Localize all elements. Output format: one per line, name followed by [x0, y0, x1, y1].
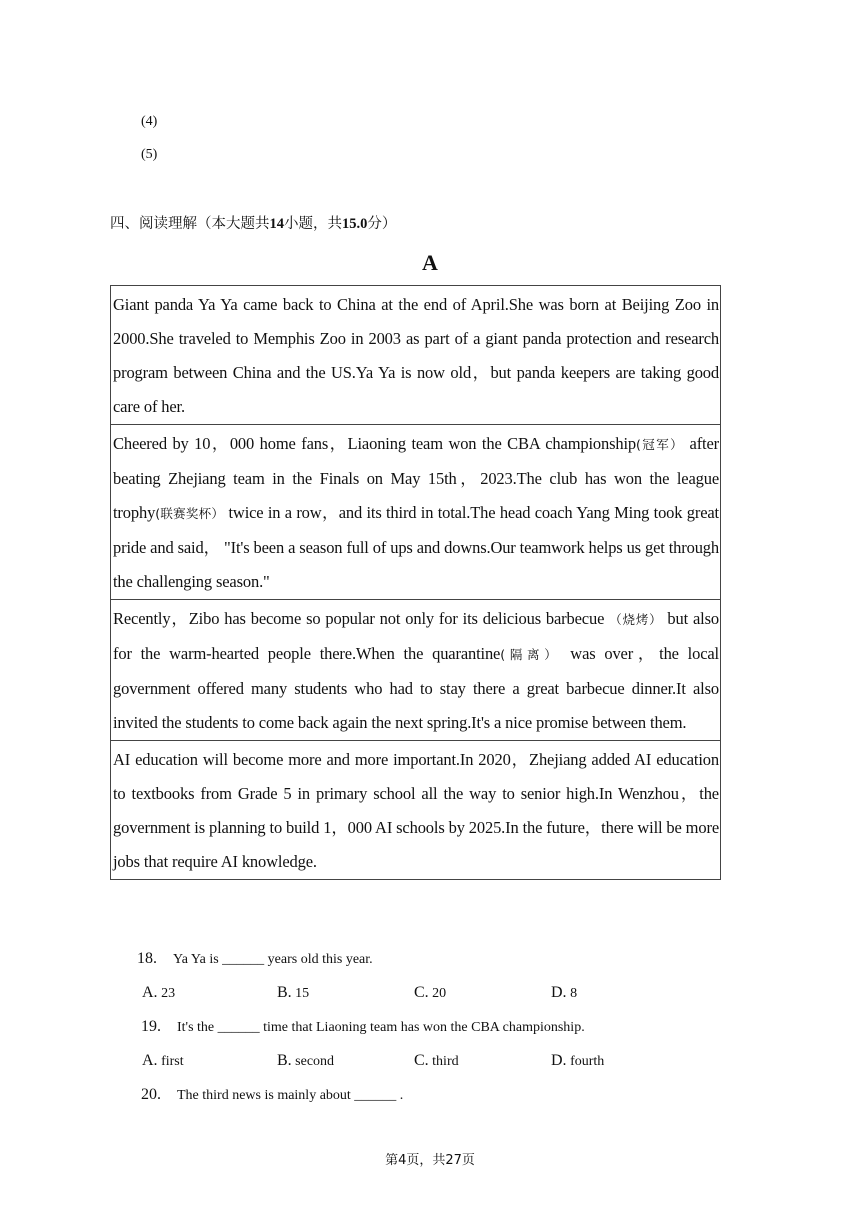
table-row: [111, 286, 721, 425]
section-heading-mid: 小题，共: [284, 216, 342, 232]
question-number: 20.: [141, 1086, 161, 1103]
question-18: [137, 950, 373, 968]
option-letter: B.: [277, 1052, 292, 1069]
table-row: [111, 425, 721, 600]
section-heading-prefix: 四、阅读理解（本大题共: [110, 216, 270, 232]
option-text: 20: [432, 986, 447, 1001]
question-19: [141, 1018, 585, 1036]
news-zibo-cell: [111, 600, 721, 741]
option-text: third: [432, 1054, 459, 1069]
gloss-league-trophy: (联赛奖杯）: [155, 506, 225, 521]
option-letter: D.: [551, 984, 567, 1001]
section-heading: [110, 212, 396, 233]
option-text: second: [295, 1054, 335, 1069]
option-18-d[interactable]: [551, 984, 577, 1002]
option-letter: A.: [142, 1052, 158, 1069]
table-row: [111, 741, 721, 880]
option-letter: B.: [277, 984, 292, 1001]
option-text: 8: [570, 986, 578, 1001]
passage-title: A: [422, 250, 438, 275]
news-table: [110, 285, 721, 880]
option-19-c[interactable]: [414, 1052, 459, 1070]
gloss-quarantine: (隔离）: [500, 647, 562, 662]
option-letter: D.: [551, 1052, 567, 1069]
question-20: [141, 1086, 403, 1104]
news-zibo-part-3: was over，the local government offered many students who had to stay there a great barbecue dinner.It also invited the students to come back again the next spring.It's a nice promise between them.: [113, 644, 719, 732]
question-text: It's the ______ time that Liaoning team has won the CBA championship.: [177, 1020, 585, 1035]
option-18-c[interactable]: [414, 984, 446, 1002]
total-pages: 27: [445, 1153, 462, 1168]
footer-prefix: 第: [385, 1153, 399, 1168]
previous-item-5: (5): [141, 147, 158, 162]
news-zibo-part-1: Recently，Zibo has become so popular not only for its delicious barbecue: [113, 609, 610, 628]
news-cba-part-1: Cheered by 10，000 home fans，Liaoning team won the CBA championship: [113, 434, 637, 453]
section-heading-suffix: 分）: [367, 216, 397, 232]
news-cba-part-2: after beating Zhejiang team in the Finals on May 15th，2023.The club has won the league trophy: [113, 434, 720, 522]
section-question-count: 14: [269, 216, 284, 232]
option-19-a[interactable]: [142, 1052, 184, 1070]
question-number: 19.: [141, 1018, 161, 1035]
table-row: [111, 600, 721, 741]
news-cba-part-3: twice in a row，and its third in total.The head coach Yang Ming took great pride and said， "It's been a season full of ups and downs.Our teamwork helps us get through the challenging season.": [113, 503, 719, 591]
option-19-d[interactable]: [551, 1052, 604, 1070]
page-footer: [0, 1149, 860, 1168]
question-text: Ya Ya is ______ years old this year.: [173, 952, 373, 967]
option-19-b[interactable]: [277, 1052, 334, 1070]
news-panda-cell: Giant panda Ya Ya came back to China at the end of April.She was born at Beijing Zoo in 2000.She traveled to Memphis Zoo in 2003 as part of a giant panda protection and research program between China and the US.Ya Ya is now old，but panda keepers are taking good care of her.: [111, 286, 721, 425]
option-text: 23: [161, 986, 176, 1001]
option-text: first: [161, 1054, 184, 1069]
news-cba-cell: [111, 425, 721, 600]
option-letter: C.: [414, 984, 429, 1001]
option-letter: A.: [142, 984, 158, 1001]
page-number: 4: [398, 1153, 407, 1168]
question-number: 18.: [137, 950, 157, 967]
footer-suffix: 页: [461, 1153, 475, 1168]
option-text: 15: [295, 986, 310, 1001]
footer-mid: 页，共: [406, 1153, 446, 1168]
option-18-a[interactable]: [142, 984, 175, 1002]
section-total-score: 15.0: [342, 216, 368, 232]
gloss-barbecue: （烧烤）: [609, 612, 663, 627]
news-ai-cell: AI education will become more and more important.In 2020，Zhejiang added AI education to textbooks from Grade 5 in primary school all the way to senior high.In Wenzhou，the government is planning to build 1，000 AI schools by 2025.In the future，there will be more jobs that require AI knowledge.: [111, 741, 721, 880]
question-text: The third news is mainly about ______ .: [177, 1088, 404, 1103]
option-text: fourth: [570, 1054, 605, 1069]
gloss-championship: (冠军）: [636, 437, 685, 452]
option-letter: C.: [414, 1052, 429, 1069]
option-18-b[interactable]: [277, 984, 309, 1002]
previous-item-4: (4): [141, 114, 158, 129]
news-zibo-part-2: but also for the warm-hearted people there.When the quarantine: [113, 609, 719, 663]
